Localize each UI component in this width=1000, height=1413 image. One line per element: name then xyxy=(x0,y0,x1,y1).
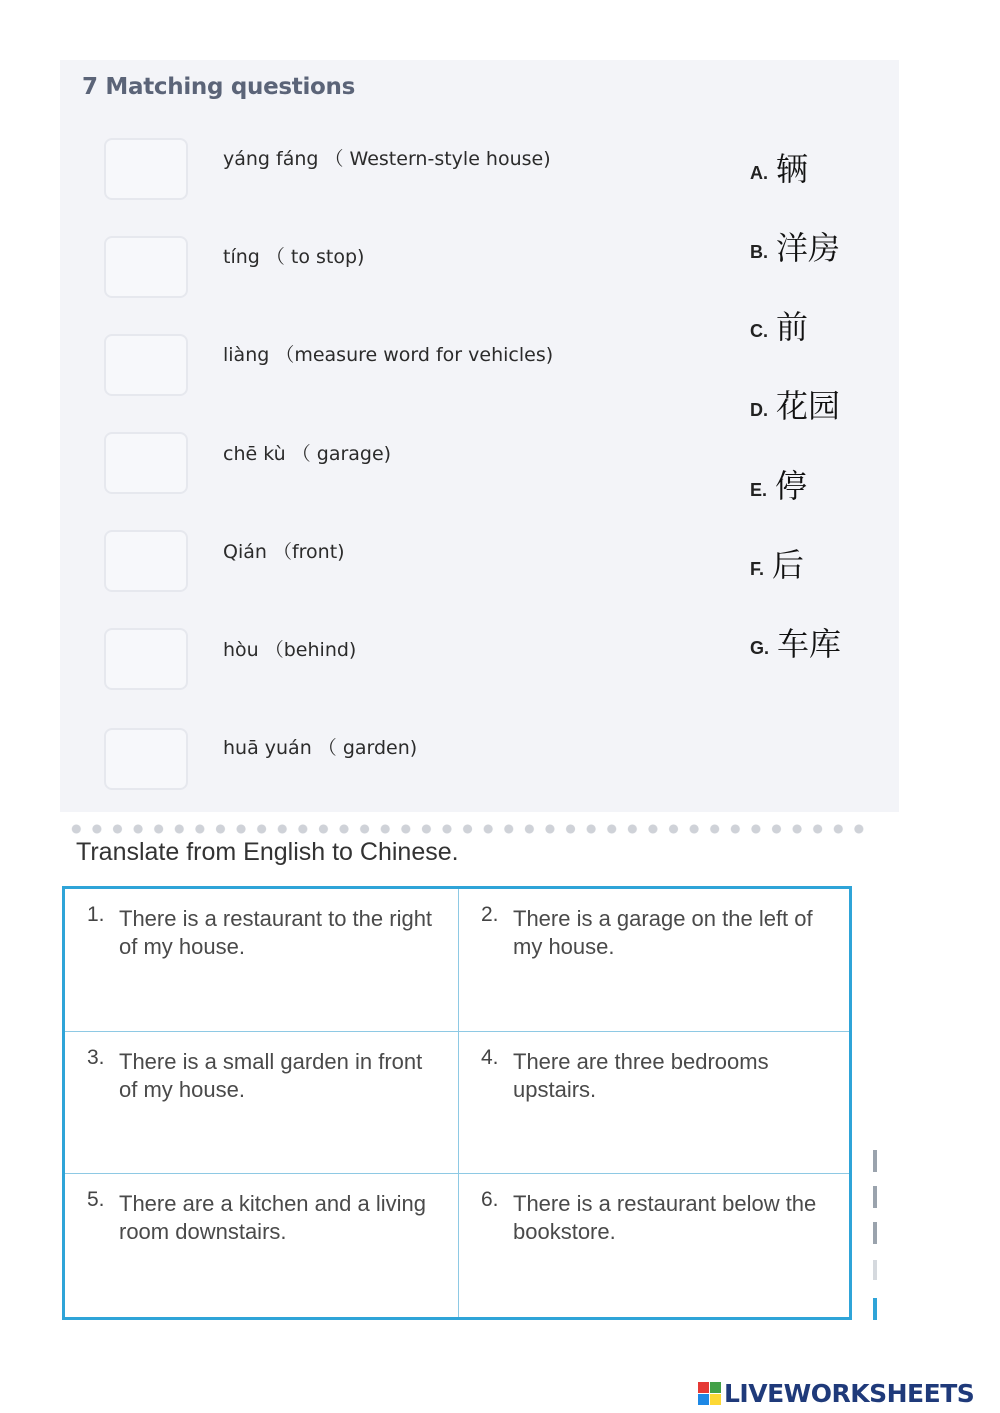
matching-title: 7 Matching questions xyxy=(82,74,356,100)
option-text: 花园 xyxy=(776,387,841,425)
dotted-divider xyxy=(66,822,872,836)
cell-number: 2. xyxy=(481,903,499,926)
option-g xyxy=(750,619,841,665)
cell-number: 4. xyxy=(481,1045,499,1069)
cell-sentence: There is a garage on the left of my house. xyxy=(513,906,813,959)
match-item-7: huā yuán （ garden) xyxy=(223,737,418,759)
cell-sentence: There are three bedrooms upstairs. xyxy=(513,1048,769,1102)
cell-sentence: There is a small garden in front of my house. xyxy=(119,1048,423,1102)
translation-cell-5[interactable] xyxy=(65,1174,459,1317)
answer-input-7[interactable] xyxy=(104,728,188,790)
logo-square xyxy=(698,1382,709,1393)
translation-cell-3[interactable] xyxy=(65,1032,459,1175)
translate-title: Translate from English to Chinese. xyxy=(76,838,459,866)
cell-sentence: There is a restaurant to the right of my house. xyxy=(119,906,433,959)
translation-cell-4[interactable] xyxy=(459,1032,849,1175)
answer-input-2[interactable] xyxy=(104,236,188,298)
liveworksheets-logo-icon xyxy=(698,1382,721,1405)
match-item-1: yáng fáng （ Western-style house) xyxy=(223,148,551,170)
option-letter: G. xyxy=(750,638,770,658)
cell-sentence: There are a kitchen and a living room downstairs. xyxy=(119,1191,426,1245)
liveworksheets-brand xyxy=(698,1378,974,1408)
option-c xyxy=(750,302,808,348)
option-letter: A. xyxy=(750,163,768,183)
option-text: 洋房 xyxy=(776,229,841,267)
option-d xyxy=(750,381,840,427)
answer-input-3[interactable] xyxy=(104,334,188,396)
answer-input-5[interactable] xyxy=(104,530,188,592)
translation-cell-2[interactable] xyxy=(459,889,849,1032)
option-text: 后 xyxy=(772,546,805,584)
match-item-2: tíng （ to stop) xyxy=(223,246,365,268)
match-item-5: Qián （front) xyxy=(223,541,345,563)
option-text: 前 xyxy=(776,308,809,346)
option-e xyxy=(750,461,807,507)
scan-edge-mark xyxy=(873,1222,877,1244)
answer-input-4[interactable] xyxy=(104,432,188,494)
option-b xyxy=(750,223,840,269)
option-text: 车库 xyxy=(777,625,842,663)
cell-number: 1. xyxy=(87,903,105,926)
option-letter: B. xyxy=(750,242,768,262)
scan-edge-mark xyxy=(873,1260,877,1280)
matching-panel xyxy=(60,60,899,812)
scan-edge-mark xyxy=(873,1150,877,1172)
scan-edge-mark xyxy=(873,1298,877,1320)
translation-table xyxy=(62,886,852,1320)
logo-square xyxy=(710,1382,721,1393)
option-a xyxy=(750,144,808,190)
option-text: 停 xyxy=(775,467,808,505)
answer-input-6[interactable] xyxy=(104,628,188,690)
option-letter: F. xyxy=(750,559,765,579)
option-f xyxy=(750,540,804,586)
answer-input-1[interactable] xyxy=(104,138,188,200)
logo-square xyxy=(710,1394,721,1405)
option-letter: C. xyxy=(750,321,768,341)
option-text: 辆 xyxy=(776,150,809,188)
option-letter: D. xyxy=(750,400,768,420)
logo-square xyxy=(698,1394,709,1405)
brand-name: LIVEWORKSHEETS xyxy=(724,1378,975,1408)
cell-sentence: There is a restaurant below the bookstore. xyxy=(513,1191,817,1245)
option-letter: E. xyxy=(750,480,768,500)
match-item-3: liàng （measure word for vehicles) xyxy=(223,344,554,366)
match-item-4: chē kù （ garage) xyxy=(223,443,392,465)
cell-number: 3. xyxy=(87,1045,105,1069)
cell-number: 5. xyxy=(87,1188,105,1212)
translation-cell-6[interactable] xyxy=(459,1174,849,1317)
match-item-6: hòu （behind) xyxy=(223,639,357,661)
scan-edge-mark xyxy=(873,1186,877,1208)
cell-number: 6. xyxy=(481,1188,499,1212)
translation-cell-1[interactable] xyxy=(65,889,459,1032)
